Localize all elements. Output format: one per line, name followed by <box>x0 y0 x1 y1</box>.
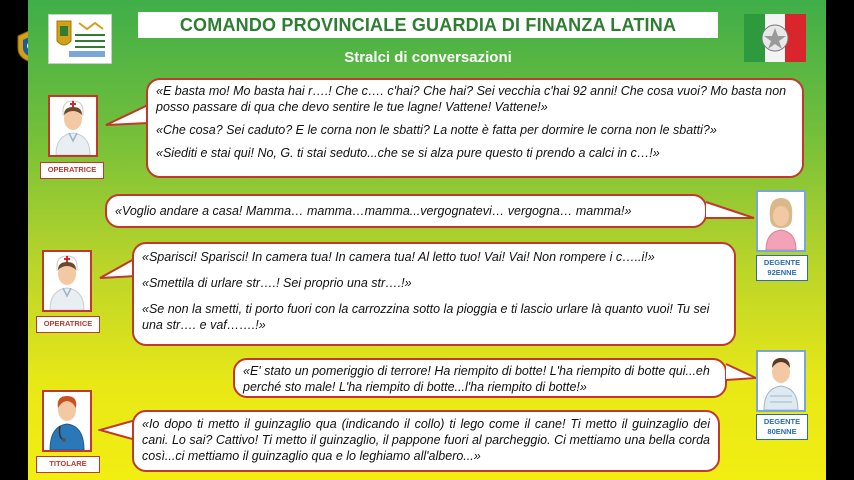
page-title-bar <box>138 12 718 38</box>
elderly-man-avatar-icon <box>756 350 806 412</box>
nurse-avatar-icon <box>48 95 98 157</box>
elderly-woman-avatar-icon <box>756 190 806 252</box>
speech-bubble-tail <box>704 200 756 222</box>
speech-bubble-degente-80 <box>233 358 727 398</box>
role-label-titolare: TITOLARE <box>36 456 100 473</box>
role-label-degente-92: DEGENTE 92ENNE <box>756 255 808 281</box>
page-title: COMANDO PROVINCIALE GUARDIA DI FINANZA LATINA <box>179 14 677 35</box>
quote: «E' stato un pomeriggio di terrore! Ha riempito di botte! L'ha riempito di botte qui...eh perché sto male! L'ha riempito di botte...l'ha riempito di botte!» <box>243 364 710 394</box>
quote: «Siediti e stai qui! No, G. ti stai seduto...che se si alza pure questo ti prendo a calci in c…!» <box>156 146 660 160</box>
quote: «E basta mo! Mo basta hai r….! Che c…. c'hai? Che hai? Sei vecchia c'hai 92 anni! Che cosa vuoi? Mo basta non posso passare di qua che devo sentire le tue lagne! Vattene! Vattene!» <box>156 84 787 114</box>
quote: «Che cosa? Sei caduto? E le corna non le sbatti? La notte è fatta per dormire le corna non le sbatti?» <box>156 123 717 137</box>
nurse-avatar-icon <box>42 250 92 312</box>
quote: «Sparisci! Sparisci! In camera tua! In camera tua! Al letto tuo! Vai! Vai! Non rompere i c…..i!» <box>142 250 655 264</box>
speech-bubble-titolare <box>132 410 720 472</box>
role-label-degente-80: DEGENTE 80ENNE <box>756 414 808 440</box>
speech-bubble-tail <box>724 362 758 384</box>
quote: «Voglio andare a casa! Mamma… mamma…mamma...vergognatevi… vergogna… mamma!» <box>115 204 632 218</box>
role-label-operatrice: OPERATRICE <box>40 162 104 179</box>
italy-emblem-icon <box>744 14 806 62</box>
province-logo-icon <box>48 14 112 64</box>
speech-bubble-operatrice-2 <box>132 242 736 346</box>
role-label-operatrice: OPERATRICE <box>36 316 100 333</box>
quote: «Se non la smetti, ti porto fuori con la carrozzina sotto la pioggia e ti lascio urlare là quanto vuoi! Tu sei una str…. e vaf…….!» <box>142 302 710 332</box>
doctor-avatar-icon <box>42 390 92 452</box>
slide <box>28 0 826 480</box>
speech-bubble-degente-92 <box>105 194 707 228</box>
quote: «Io dopo ti metto il guinzaglio qua (indicando il collo) ti lego come il cane! Ti metto il guinzaglio dei cani. Lo sai? Cattivo! Ti metto il guinzaglio, il pappone fuori al parcheggio. Ci mettiamo una bella corda così...ci mettiamo il guinzaglio qua e lo leghiamo all'albero...» <box>142 417 710 463</box>
speech-bubble-operatrice-1 <box>146 78 804 178</box>
page-subtitle: Stralci di conversazioni <box>344 49 512 66</box>
speech-bubble-tail <box>104 103 150 129</box>
quote: «Smettila di urlare str….! Sei proprio una str….!» <box>142 276 412 290</box>
